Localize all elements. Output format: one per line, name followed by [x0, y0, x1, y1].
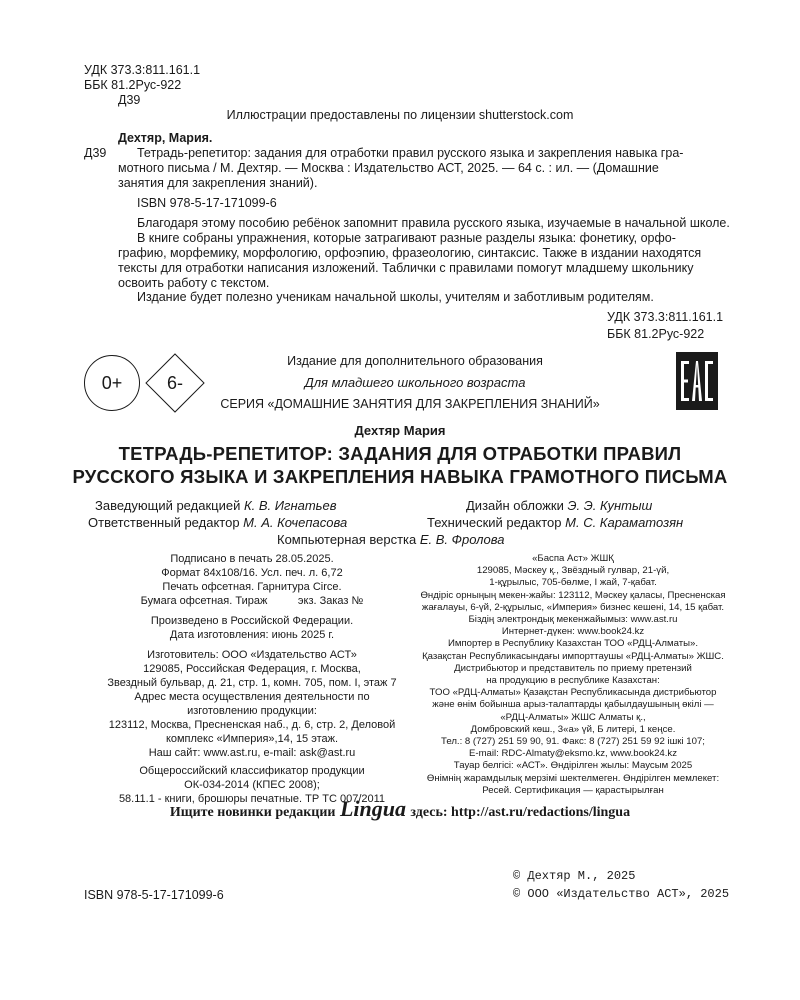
edition-series: СЕРИЯ «ДОМАШНИЕ ЗАНЯТИЯ ДЛЯ ЗАКРЕПЛЕНИЯ ЗНАНИЙ»: [220, 397, 600, 411]
print-line: Изготовитель: ООО «Издательство АСТ»: [147, 649, 357, 661]
credit-name: М. А. Кочепасова: [243, 515, 348, 530]
kz-line: 1-құрылыс, 705-бөлме, I жай, 7-қабат.: [489, 577, 657, 589]
kz-line: «РДЦ-Алматы» ЖШС Алматы қ.,: [500, 711, 646, 723]
catalog-code: Д39: [84, 146, 107, 160]
print-line: 58.11.1 - книги, брошюры печатные. ТР ТС 007/2011: [118, 793, 386, 805]
annotation-line: освоить работу с текстом.: [118, 276, 270, 290]
edition-type: Издание для дополнительного образования: [287, 354, 543, 368]
kz-line: Өндіріс орныңың мекен-жайы: 123112, Мәскеу қаласы, Пресненская: [420, 589, 726, 601]
annotation-line: В книге собраны упражнения, которые затрагивают разные разделы языка: фонетику, орфо-: [137, 231, 676, 245]
book-title-line: ТЕТРАДЬ-РЕПЕТИТОР: ЗАДАНИЯ ДЛЯ ОТРАБОТКИ ПРАВИЛ: [118, 443, 682, 464]
bbk-top: ББК 81.2Рус-922: [84, 78, 182, 92]
eac-mark: [676, 352, 718, 410]
credit-label: Технический редактор: [427, 515, 562, 530]
print-line: Формат 84х108/16. Усл. печ. л. 6,72: [161, 567, 343, 579]
eac-icon: [676, 352, 718, 410]
kz-info: [408, 553, 738, 797]
print-line: 129085, Российская Федерация, г. Москва,: [143, 663, 361, 675]
lingua-logo: Lingua: [339, 796, 406, 821]
print-line: комплекс «Империя»,14, 15 этаж.: [165, 733, 339, 745]
slogan-before: Ищите новинки редакции: [169, 805, 336, 820]
footer-isbn: ISBN 978-5-17-171099-6: [84, 888, 224, 902]
credit-label: Заведующий редакцией: [95, 498, 241, 513]
print-line: Печать офсетная. Гарнитура Circe.: [162, 581, 342, 593]
kz-line: және өнім бойынша арыз-талаптарды қабылдаушының өкілі —: [432, 699, 714, 711]
age-mark-circle: [84, 355, 140, 411]
print-line: 123112, Москва, Пресненская наб., д. 6, стр. 2, Деловой: [108, 719, 396, 731]
copyright-publisher: © ООО «Издательство АСТ», 2025: [513, 887, 730, 901]
author-code-top: Д39: [118, 93, 141, 107]
credit-name: Е. В. Фролова: [419, 532, 505, 547]
print-line: Дата изготовления: июнь 2025 г.: [169, 629, 335, 641]
catalog-udk: УДК 373.3:811.161.1: [607, 310, 724, 324]
catalog-description-line: мотного письма / М. Дехтяр. — Москва : Издательство АСТ, 2025. — 64 с. : ил. — (Домашние: [118, 161, 659, 175]
kz-line: Домбровский көш., 3«а» үй, Б литері, 1 кеңсе.: [470, 723, 676, 735]
book-title-line: РУССКОГО ЯЗЫКА И ЗАКРЕПЛЕНИЯ НАВЫКА ГРАМОТНОГО ПИСЬМА: [72, 466, 728, 487]
print-line: Звездный бульвар, д. 21, стр. 1, комн. 705, пом. I, этаж 7: [107, 677, 397, 689]
book-author: Дехтяр Мария: [354, 423, 446, 438]
print-line: Адрес места осуществления деятельности по: [134, 691, 370, 703]
credit-label: Дизайн обложки: [466, 498, 564, 513]
kz-line: E-mail: RDC-Almaty@eksmo.kz, www.book24.kz: [468, 748, 678, 760]
print-info: [92, 552, 412, 806]
catalog-description-line: занятия для закрепления знаний).: [118, 176, 318, 190]
catalog-isbn: ISBN 978-5-17-171099-6: [137, 196, 277, 210]
credit-name: К. В. Игнатьев: [243, 498, 337, 513]
credit-name: М. С. Караматозян: [565, 515, 684, 530]
print-line: Произведено в Российской Федерации.: [150, 615, 354, 627]
catalog-author: Дехтяр, Мария.: [118, 131, 213, 145]
kz-line: Біздің электрондық мекенжайымыз: www.ast.ru: [468, 614, 678, 626]
kz-line: Импортер в Республику Казахстан ТОО «РДЦ-Алматы».: [447, 638, 699, 650]
kz-line: Өнімнің жарамдылық мерзімі шектелмеген. Өндірілген мемлекет:: [426, 772, 720, 784]
credit-label: Компьютерная верстка: [277, 532, 417, 547]
print-line: Бумага офсетная. Тираж экз. Заказ №: [140, 595, 364, 607]
kz-line: Ресей. Сертификация — қарастырылған: [482, 784, 664, 796]
copyright-author: © Дехтяр М., 2025: [513, 869, 636, 883]
kz-line: Қазақстан Республикасындағы импорттаушы «РДЦ-Алматы» ЖШС.: [422, 650, 724, 662]
age-mark-circle-text: 0+: [101, 372, 123, 393]
print-line: Подписано в печать 28.05.2025.: [170, 553, 334, 565]
credit-label: Ответственный редактор: [88, 515, 240, 530]
kz-line: жағалауы, 6-үй, 2-құрылыс, «Империя» бизнес кешені, 14, 15 қабат.: [421, 601, 725, 613]
slogan-after: здесь: http://ast.ru/redactions/lingua: [410, 805, 631, 820]
credit-cover-design: [466, 497, 652, 514]
annotation-line: графию, морфемику, морфологию, орфоэпию, фразеологию, синтаксис. Также в издании находятся: [118, 246, 702, 260]
lingua-slogan: [84, 796, 716, 822]
kz-line: «Баспа Аст» ЖШҚ: [532, 553, 614, 564]
audience-line: Издание будет полезно ученикам начальной школы, учителям и заботливым родителям.: [137, 290, 654, 304]
print-line: изготовлению продукции:: [187, 705, 317, 717]
print-line: Наш сайт: www.ast.ru, e-mail: ask@ast.ru: [148, 747, 356, 759]
credit-name: Э. Э. Кунтыш: [567, 498, 653, 513]
age-mark-diamond: [145, 353, 205, 413]
credit-head-editor: [95, 497, 337, 514]
kz-line: Тауар белгісі: «АСТ». Өндірілген жылы: Маусым 2025: [453, 760, 693, 772]
kz-line: Дистрибьютор и представитель по приему претензий: [454, 662, 692, 674]
edition-age-group: Для младшего школьного возраста: [304, 375, 526, 390]
credit-tech-editor: [427, 514, 683, 531]
kz-line: на продукцию в республике Казахстан:: [486, 675, 660, 687]
credit-layout: [277, 531, 504, 548]
catalog-description-line: Тетрадь-репетитор: задания для отработки правил русского языка и закрепления навыка гра-: [137, 146, 684, 160]
illustrations-note: Иллюстрации предоставлены по лицензии shutterstock.com: [226, 108, 574, 122]
age-mark-diamond-text: 6-: [166, 372, 183, 393]
credit-responsible-editor: [88, 514, 347, 531]
annotation-line: тексты для отработки написания изложений. Таблички с правилами помогут младшему школьнику: [118, 261, 694, 275]
annotation-line: Благодаря этому пособию ребёнок запомнит правила русского языка, изучаемые в начальной школе.: [137, 216, 730, 230]
kz-line: ТОО «РДЦ-Алматы» Қазақстан Республикасында дистрибьютор: [429, 687, 717, 699]
udk-top: УДК 373.3:811.161.1: [84, 63, 201, 77]
print-line: Общероссийский классификатор продукции: [139, 765, 365, 777]
kz-line: 129085, Мәскеу қ., Звёздный гулвар, 21-үй,: [476, 565, 670, 577]
print-line: ОК-034-2014 (КПЕС 2008);: [184, 779, 320, 791]
catalog-bbk: ББК 81.2Рус-922: [607, 327, 705, 341]
kz-line: Тел.: 8 (727) 251 59 90, 91. Факс: 8 (727) 251 59 92 ішкі 107;: [441, 736, 705, 748]
kz-line: Интернет-дүкен: www.book24.kz: [501, 626, 645, 638]
